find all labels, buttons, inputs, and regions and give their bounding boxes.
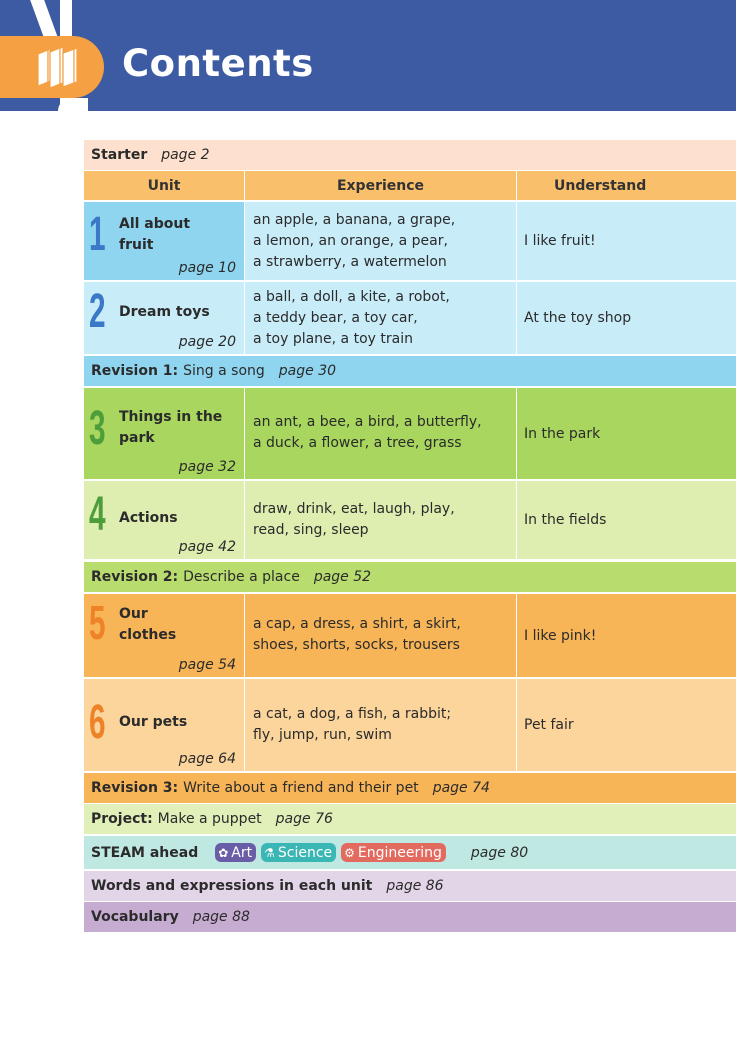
unit-page: page 20	[178, 334, 236, 350]
unit-row	[84, 594, 736, 677]
revision-text: Describe a place	[183, 569, 300, 585]
palette-icon: ✿	[218, 845, 229, 860]
project-label: Project:	[91, 811, 153, 827]
revision-page: page 30	[278, 363, 337, 379]
revision-page: page 52	[313, 569, 372, 585]
unit-name: Our clothes	[119, 606, 177, 643]
unit-experience: a ball, a doll, a kite, a robot, a teddy bear, a toy car, a toy plane, a toy train	[253, 289, 450, 347]
unit-name: Things in the park	[119, 409, 223, 446]
vocabulary-label: Vocabulary	[91, 909, 179, 925]
science-badge: ⚗ Science	[261, 843, 336, 862]
starter-label: Starter	[91, 147, 148, 163]
unit-number: 2	[89, 285, 106, 338]
unit-experience: draw, drink, eat, laugh, play, read, sing, sleep	[253, 501, 455, 538]
unit-page: page 64	[178, 751, 236, 767]
unit-page: page 54	[178, 657, 236, 673]
header-cut	[58, 98, 88, 111]
project-row	[84, 804, 736, 834]
header-banner	[0, 0, 736, 111]
books-icon	[36, 44, 80, 90]
words-label: Words and expressions in each unit	[91, 878, 373, 894]
unit-name: Our pets	[119, 714, 188, 730]
words-row	[84, 871, 736, 901]
column-header-understand: Understand	[554, 177, 647, 194]
words-page: page 86	[386, 878, 444, 894]
steam-row	[84, 836, 736, 869]
page-title: Contents	[122, 42, 314, 85]
steam-page: page 80	[470, 844, 529, 861]
project-text: Make a puppet	[157, 811, 262, 827]
unit-row	[84, 679, 736, 771]
vocabulary-page: page 88	[192, 909, 250, 925]
unit-page: page 32	[178, 459, 236, 475]
unit-name: Dream toys	[119, 304, 210, 320]
starter-row	[84, 140, 736, 170]
unit-experience: a cap, a dress, a shirt, a skirt, shoes, shorts, socks, trousers	[253, 616, 461, 653]
unit-page: page 42	[178, 539, 236, 555]
unit-number: 1	[89, 208, 106, 261]
revision-label: Revision 3:	[91, 780, 179, 796]
unit-page: page 10	[178, 260, 236, 276]
unit-understand: I like fruit!	[516, 202, 736, 280]
unit-understand: In the park	[516, 388, 736, 479]
unit-row	[84, 388, 736, 479]
unit-number: 6	[89, 696, 106, 749]
microscope-icon: ⚗	[264, 845, 275, 860]
starter-page: page 2	[161, 147, 210, 163]
unit-experience: an apple, a banana, a grape, a lemon, an orange, a pear, a strawberry, a watermelon	[253, 212, 456, 270]
unit-row	[84, 202, 736, 280]
steam-label: STEAM ahead	[91, 844, 199, 861]
unit-number: 3	[89, 402, 106, 455]
vocabulary-row	[84, 902, 736, 932]
unit-understand: At the toy shop	[516, 282, 736, 354]
revision-text: Write about a friend and their pet	[183, 780, 419, 796]
revision-row	[84, 562, 736, 592]
revision-row	[84, 356, 736, 386]
project-page: page 76	[275, 811, 333, 827]
unit-row	[84, 282, 736, 354]
unit-understand: Pet fair	[516, 679, 736, 771]
revision-label: Revision 1:	[91, 363, 179, 379]
unit-number: 4	[89, 488, 106, 541]
unit-understand: In the fields	[516, 481, 736, 559]
column-header-row	[84, 171, 736, 200]
column-header-experience: Experience	[336, 177, 425, 194]
unit-number: 5	[89, 597, 106, 650]
revision-label: Revision 2:	[91, 569, 179, 585]
art-badge: ✿ Art	[215, 843, 256, 862]
revision-page: page 74	[432, 780, 490, 796]
revision-text: Sing a song	[183, 363, 265, 379]
unit-name: All about fruit	[119, 216, 191, 253]
unit-experience: an ant, a bee, a bird, a butterfly, a duck, a flower, a tree, grass	[253, 414, 482, 451]
unit-row	[84, 481, 736, 559]
unit-experience: a cat, a dog, a fish, a rabbit; fly, jump, run, swim	[253, 706, 452, 743]
unit-name: Actions	[119, 510, 178, 526]
gears-icon: ⚙	[344, 845, 355, 860]
revision-row	[84, 773, 736, 803]
column-header-unit: Unit	[147, 177, 181, 194]
unit-understand: I like pink!	[516, 594, 736, 677]
engineering-badge: ⚙ Engineering	[341, 843, 446, 862]
